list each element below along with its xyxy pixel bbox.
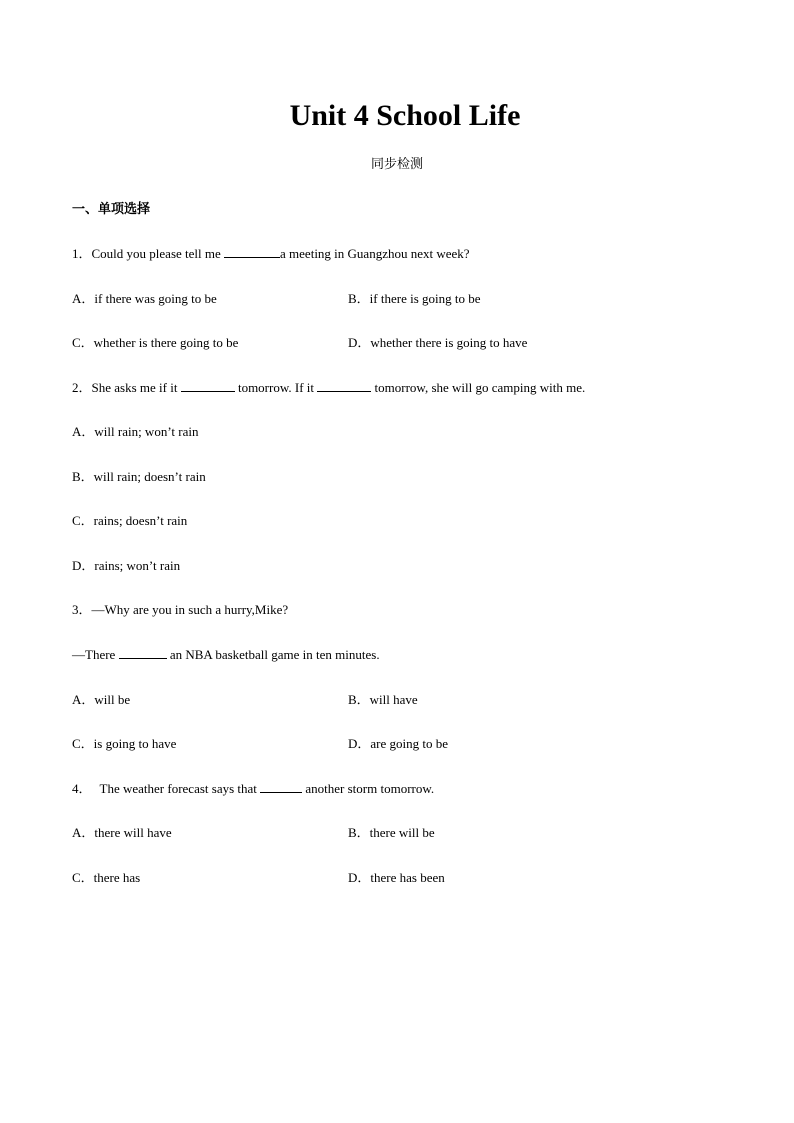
question-2-text-part3: tomorrow, she will go camping with me. <box>371 380 586 395</box>
question-4-text-after: another storm tomorrow. <box>302 781 435 796</box>
question-2-number: 2． <box>72 380 92 395</box>
question-3-blank <box>119 645 167 659</box>
question-3-option-b: B．will have <box>348 692 418 707</box>
section-heading: 一、单项选择 <box>72 202 151 217</box>
question-1-option-a: A．if there was going to be <box>72 291 217 306</box>
question-3-number: 3． <box>72 602 92 617</box>
question-4-option-a: A．there will have <box>72 825 172 840</box>
question-2-blank-1 <box>181 378 235 392</box>
question-3-line-2 <box>72 645 380 665</box>
question-3-option-a: A．will be <box>72 692 131 707</box>
page-subtitle: 同步检测 <box>370 157 423 172</box>
question-1-text-after: a meeting in Guangzhou next week? <box>280 246 470 261</box>
question-3-text-after: an NBA basketball game in ten minutes. <box>166 647 380 662</box>
question-4-option-b: B．there will be <box>348 825 435 840</box>
question-2-text-part2: tomorrow. If it <box>234 380 318 395</box>
question-2-blank-2 <box>317 378 371 392</box>
question-2-stem <box>72 378 585 398</box>
question-2-option-d: D．rains; won’t rain <box>72 558 181 573</box>
question-1-option-c: C．whether is there going to be <box>72 335 239 350</box>
question-4-number: 4． <box>72 781 92 796</box>
question-1-option-d: D．whether there is going to have <box>348 335 528 350</box>
question-1-blank <box>224 244 280 258</box>
question-1-stem <box>72 244 470 264</box>
question-1-number: 1． <box>72 246 92 261</box>
question-2-option-c: C．rains; doesn’t rain <box>72 513 188 528</box>
question-1-option-b: B．if there is going to be <box>348 291 481 306</box>
question-4-option-c: C．there has <box>72 870 141 885</box>
question-1-text-before: Could you please tell me <box>91 246 225 261</box>
question-4-text-before: The weather forecast says that <box>99 781 261 796</box>
question-4-stem <box>72 779 434 799</box>
question-4-blank <box>260 779 302 793</box>
question-3-option-c: C．is going to have <box>72 736 177 751</box>
question-3-option-d: D．are going to be <box>348 736 449 751</box>
question-3-text-before: —There <box>72 647 119 662</box>
question-2-text-part1: She asks me if it <box>91 380 181 395</box>
question-4-option-d: D．there has been <box>348 870 445 885</box>
question-3-line-1: —Why are you in such a hurry,Mike? <box>91 602 289 617</box>
page-title: Unit 4 School Life <box>289 99 521 132</box>
question-2-option-a: A．will rain; won’t rain <box>72 424 199 439</box>
question-2-option-b: B．will rain; doesn’t rain <box>72 469 206 484</box>
question-3-stem <box>72 600 288 620</box>
